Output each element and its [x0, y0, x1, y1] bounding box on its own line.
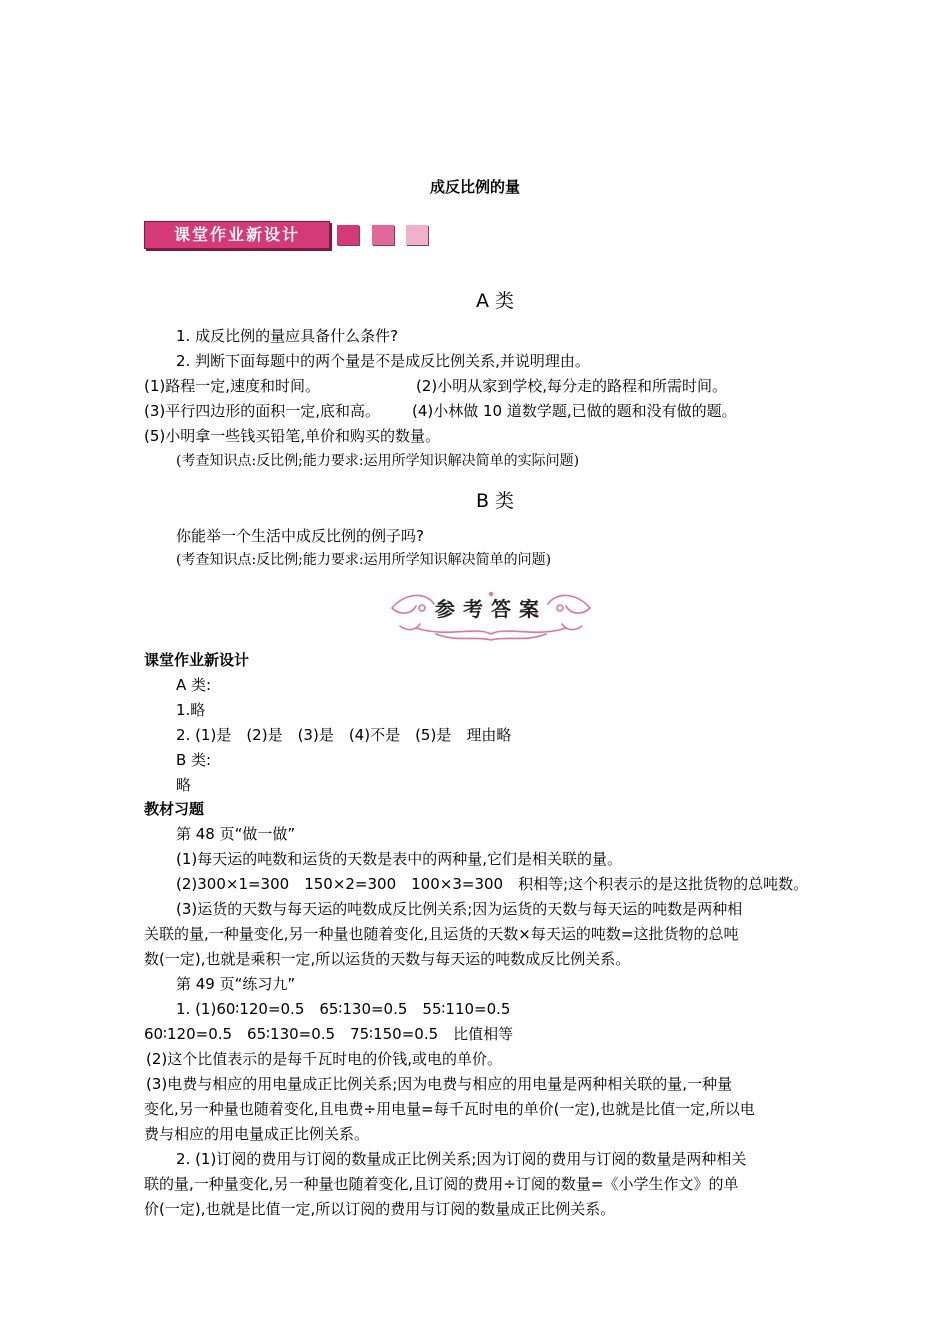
question-2-item-4: (4)小林做 10 道数学题,已做的题和没有做的题。	[412, 402, 737, 420]
banner-square-3	[406, 225, 428, 245]
page-49-line-6: 费与相应的用电量成正比例关系。	[144, 1125, 370, 1143]
page-49-line-3: (2)这个比值表示的是每千瓦时电的价钱,或电的单价。	[146, 1050, 503, 1068]
page-48-line-5: 数(一定),也就是乘积一定,所以运货的天数与每天运的吨数成反比例关系。	[144, 950, 631, 968]
question-2-item-3: (3)平行四边形的面积一定,底和高。	[144, 402, 381, 420]
page-49-line-9: 价(一定),也就是比值一定,所以订阅的费用与订阅的数量成正比例关系。	[144, 1200, 616, 1218]
section-b-question: 你能举一个生活中成反比例的例子吗?	[176, 527, 424, 545]
question-2-item-1: (1)路程一定,速度和时间。	[144, 377, 321, 395]
page-49-line-7: 2. (1)订阅的费用与订阅的数量成正比例关系;因为订阅的费用与订阅的数量是两种相关	[176, 1150, 747, 1168]
page-48-line-3: (3)运货的天数与每天运的吨数成反比例关系;因为运货的天数与每天运的吨数是两种相	[176, 900, 743, 918]
answers-classwork-heading: 课堂作业新设计	[144, 651, 250, 669]
textbook-heading: 教材习题	[144, 800, 205, 818]
answers-b-1: 略	[176, 776, 192, 794]
section-b-note: (考查知识点:反比例;能力要求:运用所学知识解决简单的问题)	[176, 552, 552, 568]
answers-title: 参考答案	[435, 597, 547, 621]
answers-a-2: 2. (1)是 (2)是 (3)是 (4)不是 (5)是 理由略	[176, 726, 512, 744]
page-49-line-5: 变化,另一种量也随着变化,且电费÷用电量=每千瓦时电的单价(一定),也就是比值一定,所以电	[144, 1100, 755, 1118]
page-48-line-1: (1)每天运的吨数和运货的天数是表中的两种量,它们是相关联的量。	[176, 850, 623, 868]
page-49-line-4: (3)电费与相应的用电量成正比例关系;因为电费与相应的用电量是两种相关联的量,一种量	[146, 1075, 733, 1093]
banner-square-2	[372, 225, 394, 245]
question-1: 1. 成反比例的量应具备什么条件?	[176, 327, 399, 345]
section-b-heading: B 类	[475, 490, 515, 512]
answers-a-1: 1.略	[176, 701, 206, 719]
page-49-title: 第 49 页“练习九”	[176, 975, 296, 993]
answers-ornament	[386, 586, 596, 644]
section-a-note: (考查知识点:反比例;能力要求:运用所学知识解决简单的实际问题)	[176, 453, 580, 469]
page-48-line-4: 关联的量,一种量变化,另一种量也随着变化,且运货的天数×每天运的吨数=这批货物的总吨	[144, 925, 739, 943]
page-48-title: 第 48 页“做一做”	[176, 825, 296, 843]
page-48-line-2: (2)300×1=300 150×2=300 100×3=300 积相等;这个积表示的是这批货物的总吨数。	[176, 875, 809, 893]
answers-a-label: A 类:	[176, 676, 212, 694]
page-49-line-1: 1. (1)60∶120=0.5 65∶130=0.5 55∶110=0.5	[176, 1000, 511, 1018]
question-2-item-2: (2)小明从家到学校,每分走的路程和所需时间。	[416, 377, 728, 395]
question-2: 2. 判断下面每题中的两个量是不是成反比例关系,并说明理由。	[176, 352, 590, 370]
question-2-item-5: (5)小明拿一些钱买铅笔,单价和购买的数量。	[144, 427, 441, 445]
page-49-line-8: 联的量,一种量变化,另一种量也随着变化,且订阅的费用÷订阅的数量=《小学生作文》的单	[144, 1175, 739, 1193]
answers-b-label: B 类:	[176, 751, 212, 769]
page-title: 成反比例的量	[429, 178, 520, 196]
page-49-line-2: 60∶120=0.5 65∶130=0.5 75∶150=0.5 比值相等	[144, 1025, 514, 1043]
banner-square-1	[337, 225, 359, 245]
section-a-heading: A 类	[475, 290, 515, 312]
banner-label: 课堂作业新设计	[144, 221, 330, 249]
